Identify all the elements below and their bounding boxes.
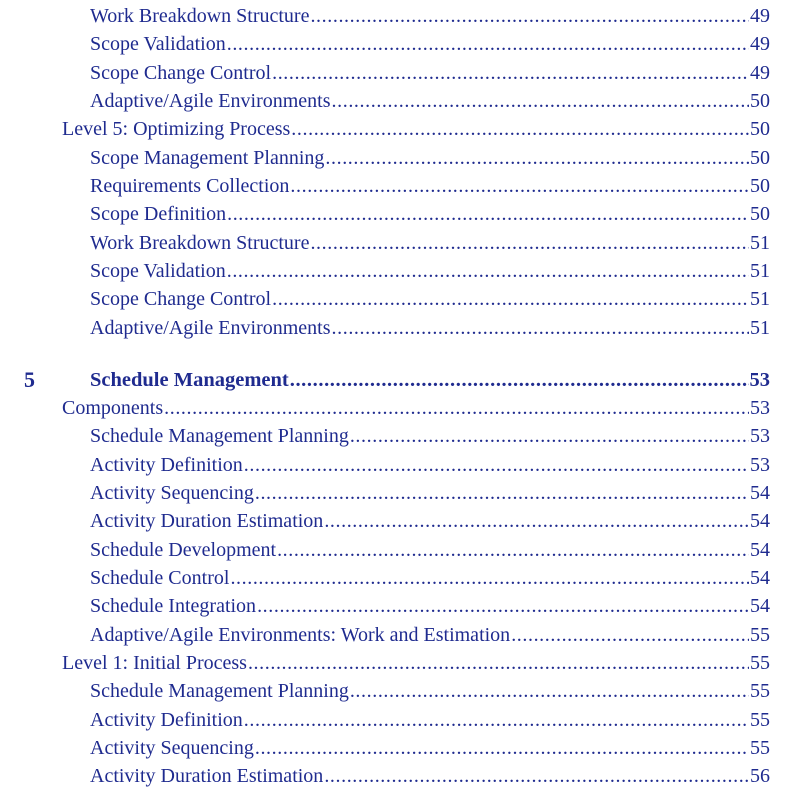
toc-entry-page: 55: [750, 652, 770, 674]
toc-entry[interactable]: [90, 174, 770, 198]
toc-entry-page: 53: [750, 454, 770, 476]
toc-leader: [332, 316, 749, 340]
toc-leader: [272, 61, 749, 85]
toc-entry-page: 50: [750, 90, 770, 112]
toc-entry-page: 49: [750, 33, 770, 55]
toc-entry[interactable]: [90, 259, 770, 283]
toc-entry-title: Work Breakdown Structure: [90, 5, 310, 27]
toc-entry-page: 55: [750, 680, 770, 702]
toc-entry-title: Activity Definition: [90, 454, 243, 476]
toc-leader: [290, 174, 749, 198]
toc-entry-title: Schedule Management Planning: [90, 680, 349, 702]
toc-leader: [255, 736, 749, 760]
toc-leader: [227, 259, 749, 283]
toc-entry-title: Adaptive/Agile Environments: Work and Estimation: [90, 624, 511, 646]
toc-entry[interactable]: [90, 231, 770, 255]
toc-entry-title: Components: [62, 397, 164, 419]
toc-leader: [324, 764, 749, 788]
toc-entry-title: Scope Change Control: [90, 62, 272, 84]
toc-entry-page: 53: [750, 425, 770, 447]
toc-entry[interactable]: [90, 89, 770, 113]
toc-entry-title: Activity Sequencing: [90, 737, 254, 759]
toc-leader: [257, 594, 749, 618]
toc-entry-title: Scope Management Planning: [90, 147, 325, 169]
toc-entry-title: Activity Sequencing: [90, 482, 254, 504]
toc-entry-page: 54: [750, 539, 770, 561]
toc-entry-title: Activity Duration Estimation: [90, 765, 324, 787]
toc-leader: [350, 424, 749, 448]
toc-entry[interactable]: [90, 623, 770, 647]
toc-entry-title: Level 1: Initial Process: [62, 652, 247, 674]
toc-entry-title: Schedule Control: [90, 567, 230, 589]
toc-entry[interactable]: [90, 764, 770, 788]
toc-entry[interactable]: [90, 287, 770, 311]
toc-entry-title: Work Breakdown Structure: [90, 232, 310, 254]
toc-entry[interactable]: [90, 708, 770, 732]
toc-leader: [227, 202, 749, 226]
toc-entry-page: 54: [750, 510, 770, 532]
toc-entry[interactable]: [90, 61, 770, 85]
toc-entry[interactable]: [90, 736, 770, 760]
toc-entry[interactable]: [90, 566, 770, 590]
toc-entry-title: Level 5: Optimizing Process: [62, 118, 291, 140]
toc-leader: [310, 4, 749, 28]
toc-entry[interactable]: [62, 651, 770, 675]
toc-entry-title: Scope Definition: [90, 203, 227, 225]
toc-entry-title: Scope Validation: [90, 260, 226, 282]
toc-entry[interactable]: [90, 453, 770, 477]
toc-leader: [164, 396, 749, 420]
toc-entry-title: Adaptive/Agile Environments: [90, 317, 331, 339]
toc-leader: [325, 146, 749, 170]
toc-entry[interactable]: [90, 538, 770, 562]
toc-entry-title: Scope Change Control: [90, 288, 272, 310]
toc-entry[interactable]: [90, 509, 770, 533]
toc-leader: [332, 89, 749, 113]
toc-leader: [277, 538, 749, 562]
chapter-title: Schedule Management: [90, 369, 289, 391]
toc-entry-title: Adaptive/Agile Environments: [90, 90, 331, 112]
toc-entry-page: 51: [750, 232, 770, 254]
toc-entry-page: 54: [750, 482, 770, 504]
toc-entry[interactable]: [62, 396, 770, 420]
toc-chapter-entry[interactable]: [90, 368, 770, 392]
toc-leader: [255, 481, 749, 505]
toc-entry[interactable]: [90, 594, 770, 618]
toc-leader: [227, 32, 749, 56]
toc-entry-page: 55: [750, 737, 770, 759]
toc-leader: [291, 117, 749, 141]
toc-entry-page: 50: [750, 175, 770, 197]
toc-entry[interactable]: [90, 424, 770, 448]
toc-leader: [244, 453, 749, 477]
toc-entry-page: 56: [750, 765, 770, 787]
toc-leader: [324, 509, 749, 533]
toc-leader: [272, 287, 749, 311]
toc-entry-title: Schedule Management Planning: [90, 425, 349, 447]
toc-entry-page: 51: [750, 288, 770, 310]
chapter-number: 5: [24, 367, 35, 392]
toc-entry[interactable]: [90, 202, 770, 226]
toc-entry-title: Schedule Integration: [90, 595, 257, 617]
toc-entry[interactable]: [90, 481, 770, 505]
toc-entry[interactable]: [90, 146, 770, 170]
toc-entry-page: 50: [750, 203, 770, 225]
toc-entry-title: Requirements Collection: [90, 175, 290, 197]
toc-entry-page: 50: [750, 118, 770, 140]
toc-entry-page: 54: [750, 595, 770, 617]
toc-entry-page: 51: [750, 317, 770, 339]
toc-entry[interactable]: [90, 4, 770, 28]
toc-entry-page: 55: [750, 709, 770, 731]
toc-entry-page: 53: [750, 397, 770, 419]
toc-entry-title: Scope Validation: [90, 33, 226, 55]
toc-entry-title: Activity Duration Estimation: [90, 510, 324, 532]
toc-entry-page: 50: [750, 147, 770, 169]
chapter-page: 53: [749, 369, 770, 391]
toc-leader: [310, 231, 749, 255]
toc-entry[interactable]: [90, 679, 770, 703]
toc-entry[interactable]: [90, 32, 770, 56]
toc-entry-title: Schedule Development: [90, 539, 277, 561]
toc-entry-page: 51: [750, 260, 770, 282]
toc-leader: [350, 679, 749, 703]
toc-entry[interactable]: [62, 117, 770, 141]
toc-entry[interactable]: [90, 316, 770, 340]
toc-leader: [244, 708, 749, 732]
toc-leader: [511, 623, 749, 647]
toc-leader: [230, 566, 749, 590]
toc-entry-page: 55: [750, 624, 770, 646]
toc-leader: [248, 651, 749, 675]
toc-entry-title: Activity Definition: [90, 709, 243, 731]
toc-entry-page: 49: [750, 5, 770, 27]
toc-leader: [290, 368, 749, 392]
toc-entry-page: 54: [750, 567, 770, 589]
toc-entry-page: 49: [750, 62, 770, 84]
